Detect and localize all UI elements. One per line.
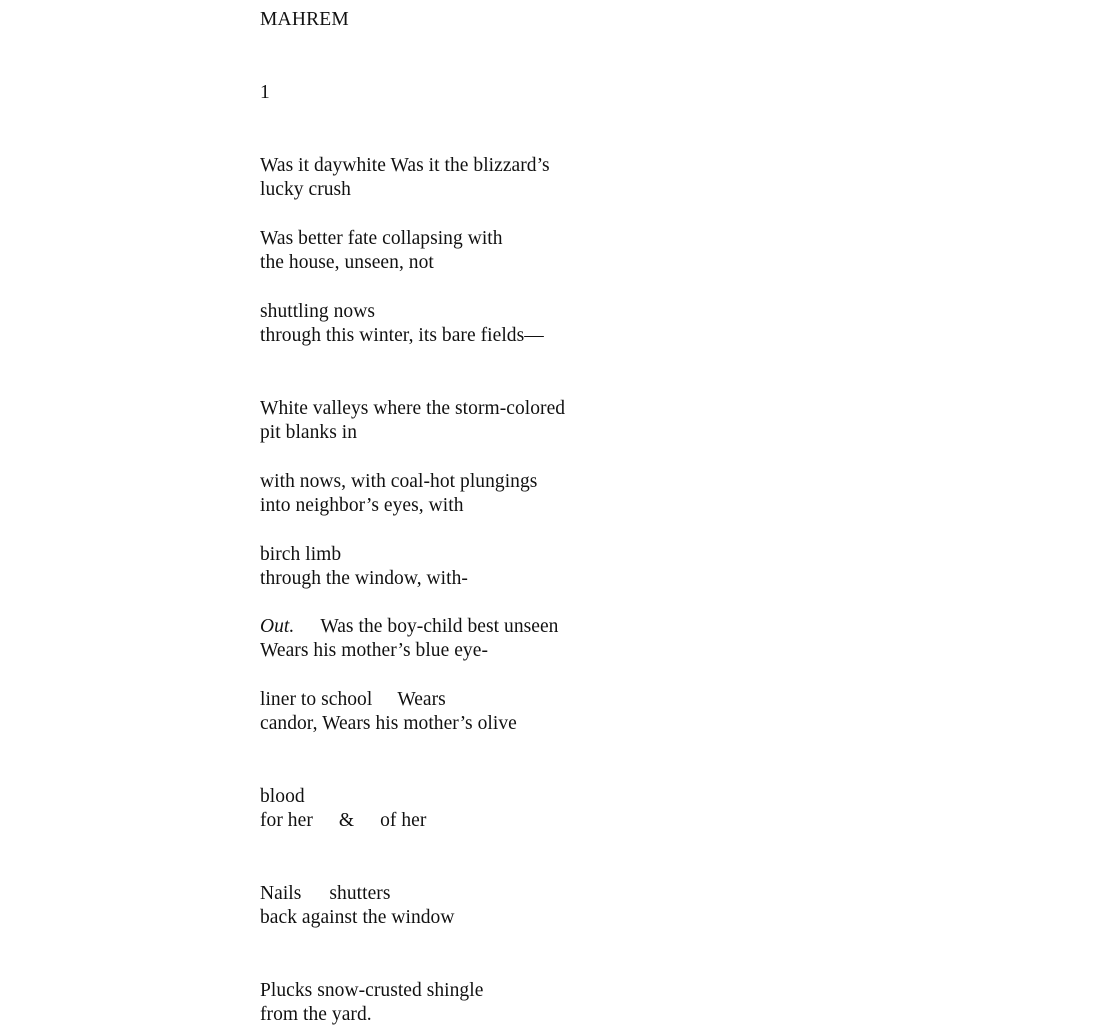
poem-line: lucky crush — [260, 179, 351, 200]
poem-line: through the window, with- — [260, 568, 468, 589]
poem-line — [260, 615, 558, 639]
poem-title: MAHREM — [260, 9, 349, 30]
line-text: of her — [380, 810, 427, 831]
poem-line: pit blanks in — [260, 422, 358, 443]
poem-line: birch limb — [260, 544, 342, 565]
poem-line: from the yard. — [260, 1004, 372, 1025]
line-text: shutters — [329, 883, 391, 904]
poem-line: White valleys where the storm-colored — [260, 398, 566, 419]
poem-line: shuttling nows — [260, 301, 376, 322]
poem-line: the house, unseen, not — [260, 252, 434, 273]
poem-line — [260, 809, 426, 833]
line-text: Nails — [260, 883, 302, 904]
line-text: Wears — [397, 689, 446, 710]
section-number: 1 — [260, 82, 270, 103]
poem-line: into neighbor’s eyes, with — [260, 495, 464, 516]
poem-line: candor, Wears his mother’s olive — [260, 713, 517, 734]
poem-line: Wears his mother’s blue eye- — [260, 640, 488, 661]
poem-line: back against the window — [260, 907, 455, 928]
poem-line: Was better fate collapsing with — [260, 228, 503, 249]
poem-line: through this winter, its bare fields— — [260, 325, 544, 346]
italic-word: Out. — [260, 616, 295, 637]
poem-line: Plucks snow-crusted shingle — [260, 980, 484, 1001]
line-text: liner to school — [260, 689, 373, 710]
poem-line: blood — [260, 786, 305, 807]
poem-line: with nows, with coal-hot plungings — [260, 471, 538, 492]
poem-line: Was it daywhite Was it the blizzard’s — [260, 155, 550, 176]
poem-line — [260, 882, 390, 906]
line-text: Was the boy-child best unseen — [320, 616, 559, 637]
line-text: for her — [260, 810, 313, 831]
poem-line — [260, 688, 446, 712]
ampersand: & — [338, 810, 355, 831]
